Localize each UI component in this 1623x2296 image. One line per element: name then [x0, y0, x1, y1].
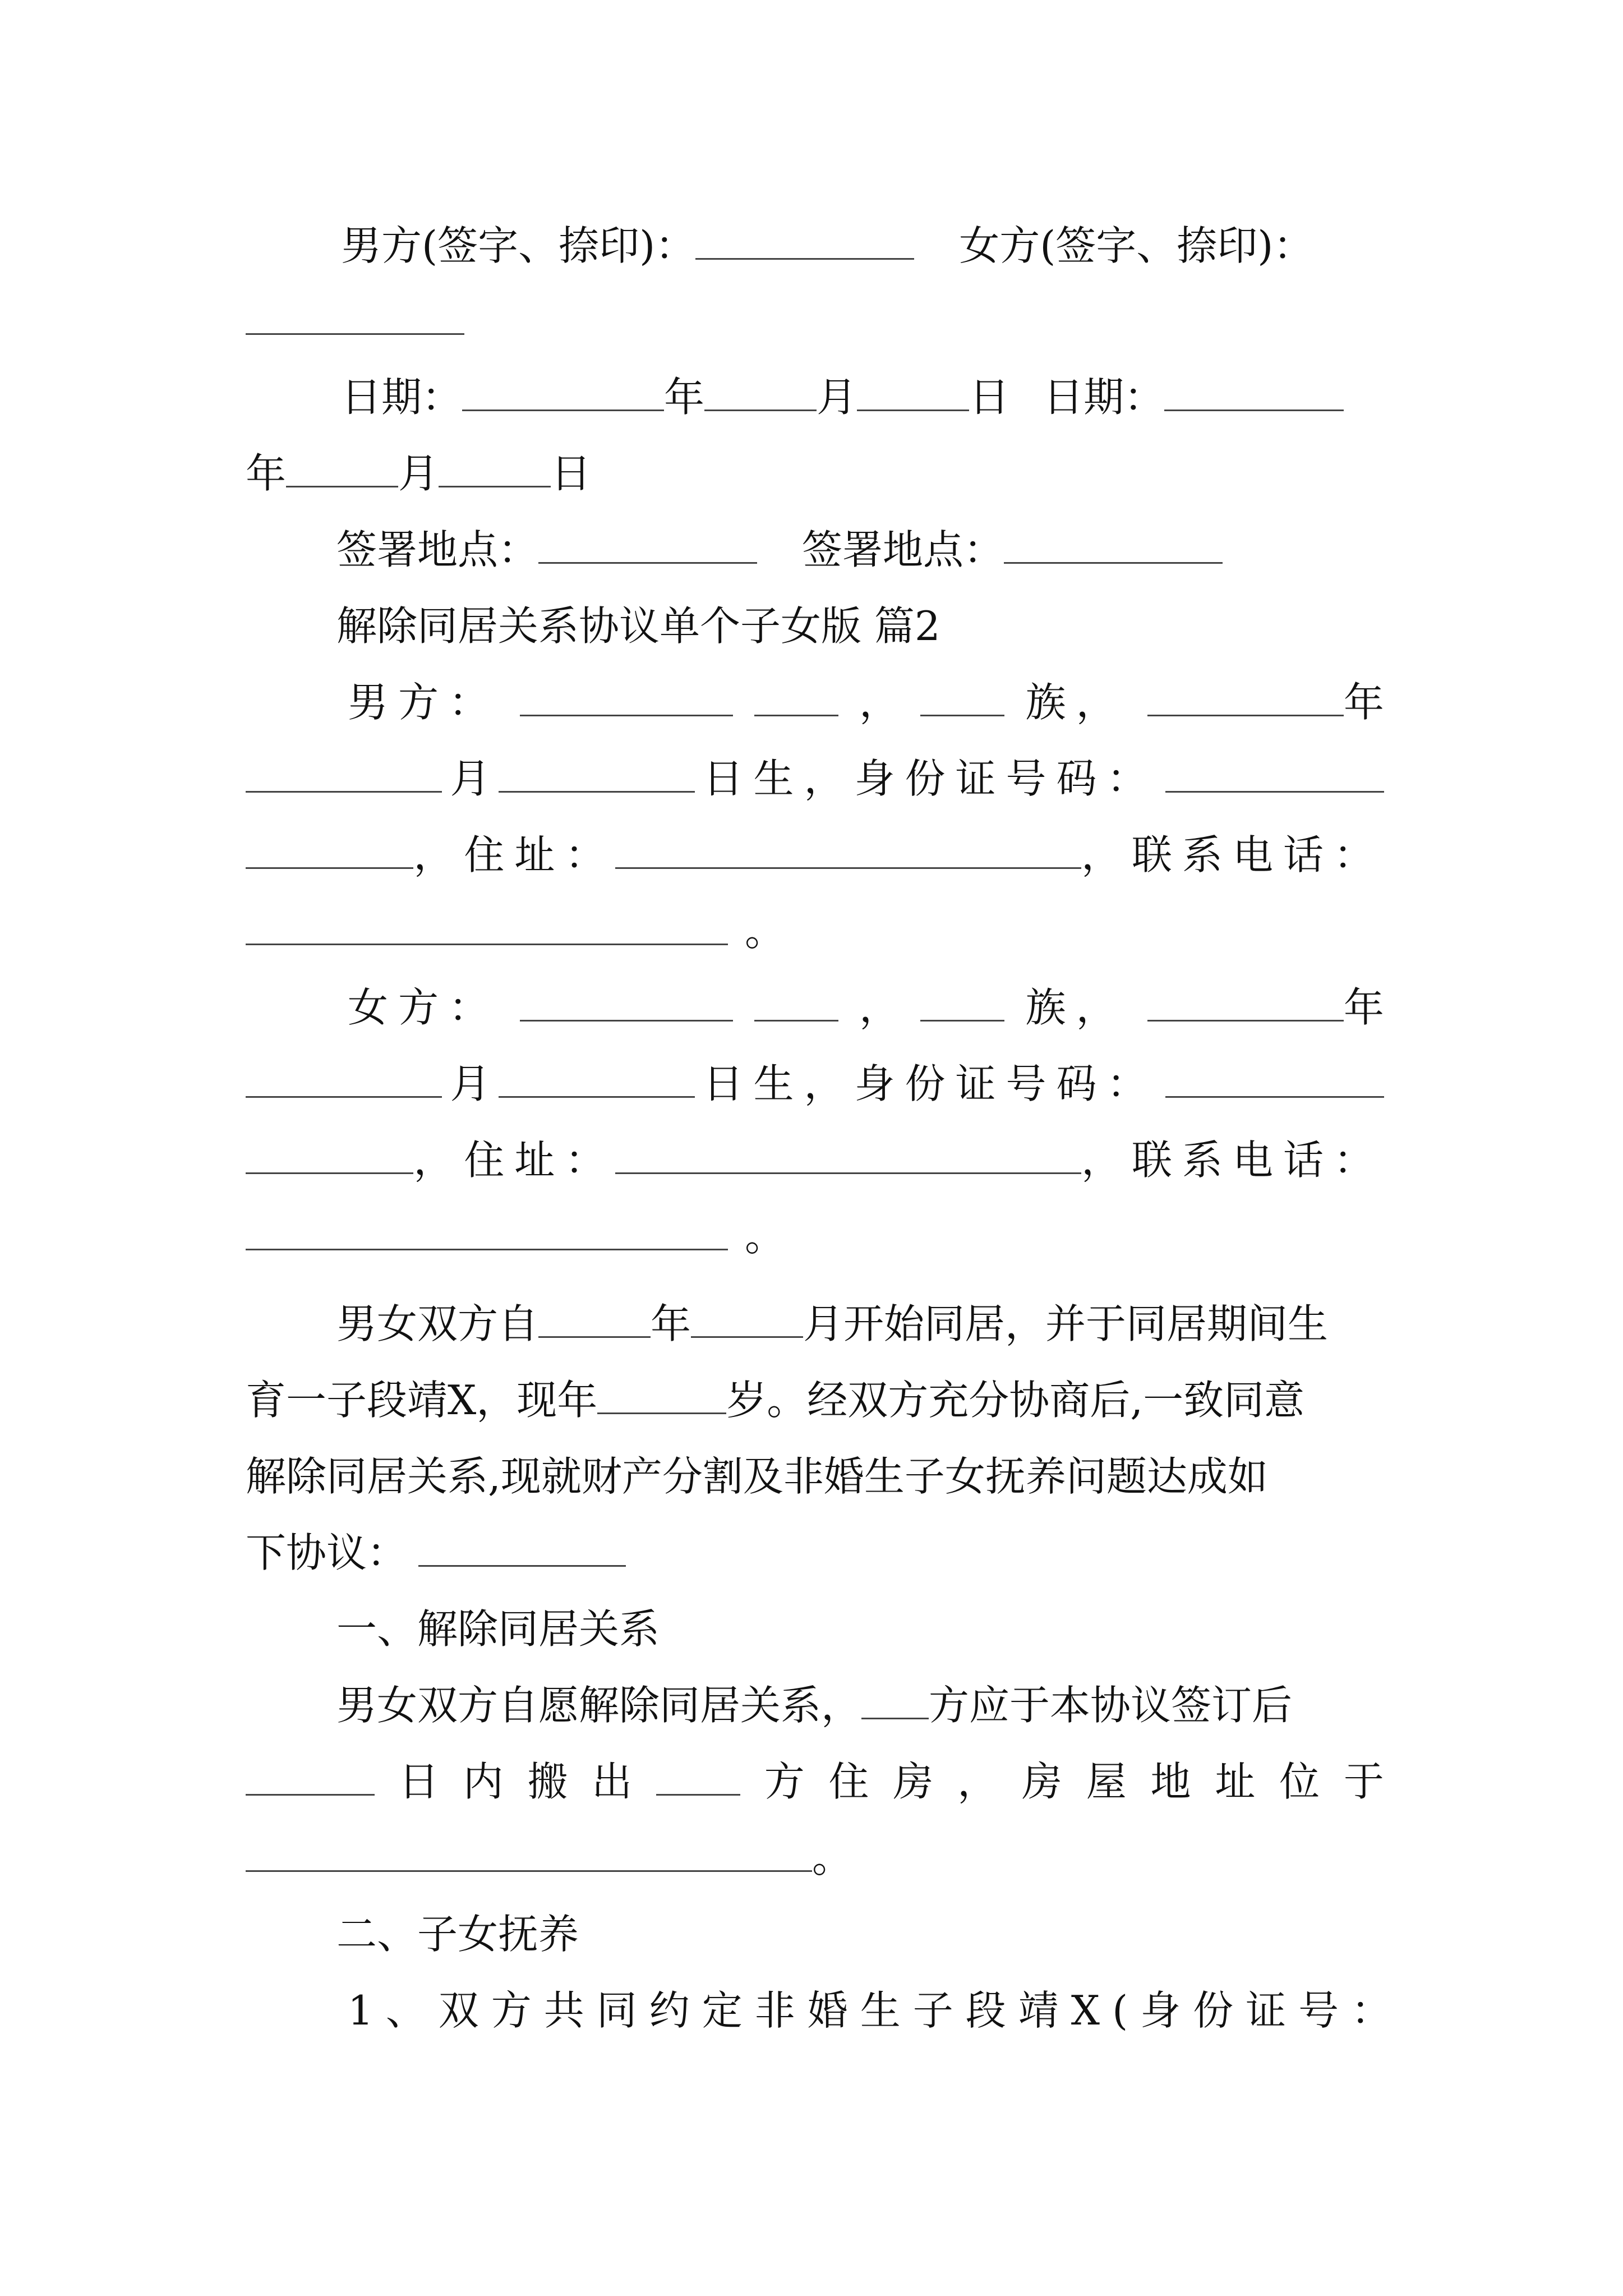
female-party-row-2	[246, 1056, 1384, 1112]
ethnic-label: 族，	[1025, 679, 1127, 726]
male-party-row-3	[246, 827, 1384, 883]
male-id-blank	[1165, 757, 1384, 793]
period: 。	[812, 1834, 853, 1881]
male-id-blank-cont	[246, 834, 413, 869]
month-label: 月	[450, 1060, 491, 1107]
clause1-line-2	[246, 1754, 1384, 1810]
ethnic-label: 族，	[1025, 984, 1127, 1031]
intro-month-blank	[691, 1303, 803, 1338]
intro-line-1	[336, 1296, 1475, 1352]
female-year-blank	[1147, 986, 1344, 1022]
female-day-blank	[499, 1062, 695, 1098]
female-sign-blank	[246, 300, 464, 335]
clause-char: 位	[1279, 1758, 1320, 1805]
year-blank	[462, 376, 664, 411]
period: 。	[745, 1213, 786, 1260]
year-label: 年	[664, 374, 705, 421]
year-label: 年	[1343, 679, 1384, 726]
intro-text: 育一子段靖X，现年	[246, 1377, 598, 1424]
clause-char: ，	[957, 1758, 998, 1805]
period: 。	[745, 908, 786, 955]
party-blank	[861, 1684, 929, 1719]
female-party-row-4	[246, 1208, 1384, 1264]
intro-line-2	[246, 1372, 1384, 1428]
female-date-label: 日期：	[1043, 374, 1165, 421]
clause-char: 方	[764, 1758, 805, 1805]
month-label: 月	[817, 374, 857, 421]
signature-row	[341, 218, 1395, 274]
comma: ，	[859, 984, 900, 1031]
date-row-cont	[246, 445, 1384, 501]
male-day-blank	[499, 757, 695, 793]
female-year-blank	[1164, 376, 1344, 411]
female-month-blank	[246, 1062, 442, 1098]
clause-char: 日	[398, 1758, 439, 1805]
intro-year-label: 年	[651, 1300, 691, 1347]
intro-year-blank	[538, 1303, 651, 1338]
male-place-label: 签署地点：	[336, 526, 539, 573]
clause-char: 搬	[527, 1758, 568, 1805]
intro-age-blank	[597, 1379, 726, 1414]
male-year-blank	[1147, 681, 1344, 716]
day-blank	[857, 376, 969, 411]
male-gender-blank	[754, 681, 838, 716]
male-party-row-1	[348, 674, 1384, 730]
clause2-heading: 二、子女抚养	[336, 1911, 579, 1958]
house-address-blank	[246, 1837, 812, 1872]
section-title: 解除同居关系协议单个子女版 篇2	[336, 602, 940, 650]
male-date-label: 日期：	[341, 374, 463, 421]
female-gender-blank	[754, 986, 838, 1022]
clause-char: 于	[1343, 1758, 1384, 1805]
comma: ，	[859, 679, 900, 726]
female-party-row-3	[246, 1132, 1384, 1188]
male-ethnic-blank	[920, 681, 1004, 716]
male-month-blank	[246, 757, 442, 793]
place-row	[336, 522, 1475, 578]
intro-text: 月开始同居，并于同居期间生	[803, 1300, 1329, 1347]
date-row	[341, 369, 1479, 425]
clause-char: 出	[592, 1758, 633, 1805]
phone-label: ，联系电话：	[1081, 1137, 1384, 1184]
female-party-row-1	[348, 979, 1384, 1036]
female-phone-blank	[246, 1215, 728, 1250]
born-label: 日生，身份证号码：	[703, 755, 1158, 802]
clause1-line-1	[336, 1677, 1475, 1733]
month-label: 月	[398, 450, 439, 497]
male-party-row-4	[246, 903, 1384, 959]
female-ethnic-blank	[920, 986, 1004, 1022]
intro-line-4	[246, 1525, 1384, 1581]
female-sign-blank-row	[246, 293, 1384, 349]
day-label: 日	[551, 450, 592, 497]
clause-char: 住	[828, 1758, 869, 1805]
clause-char: 屋	[1086, 1758, 1127, 1805]
male-place-blank	[538, 528, 757, 564]
intro-blank	[418, 1531, 626, 1567]
female-id-blank	[1165, 1062, 1384, 1098]
phone-label: ，联系电话：	[1081, 831, 1384, 878]
clause-char: 房	[1021, 1758, 1062, 1805]
month-blank	[704, 376, 817, 411]
clause-char: 内	[463, 1758, 504, 1805]
female-name-blank	[520, 986, 733, 1022]
party-blank	[656, 1760, 740, 1796]
clause-char: 地	[1150, 1758, 1191, 1805]
female-sign-label: 女方(签字、捺印)：	[959, 222, 1314, 269]
male-sign-blank	[695, 224, 914, 260]
day-label: 日	[969, 374, 1010, 421]
intro-line-3: 解除同居关系,现就财产分割及非婚生子女抚养问题达成如	[246, 1453, 1268, 1500]
male-address-blank	[615, 834, 1081, 869]
born-label: 日生，身份证号码：	[703, 1060, 1158, 1107]
female-place-label: 签署地点：	[802, 526, 1004, 573]
male-name-blank	[520, 681, 733, 716]
day-blank	[439, 452, 551, 487]
male-phone-blank	[246, 910, 728, 945]
month-label: 月	[450, 755, 491, 802]
clause-char: 址	[1215, 1758, 1256, 1805]
address-label: ，住址：	[413, 831, 616, 878]
female-place-blank	[1004, 528, 1223, 564]
address-label: ，住址：	[413, 1137, 616, 1184]
month-blank	[286, 452, 398, 487]
clause-text: 男女双方自愿解除同居关系，	[336, 1682, 862, 1729]
male-label: 男方：	[348, 679, 500, 726]
male-sign-label: 男方(签字、捺印)：	[341, 222, 696, 269]
female-id-blank-cont	[246, 1139, 413, 1174]
female-label: 女方：	[348, 984, 500, 1031]
male-party-row-2	[246, 751, 1384, 807]
clause1-heading: 一、解除同居关系	[336, 1605, 660, 1653]
intro-text: 岁。经双方充分协商后,一致同意	[726, 1377, 1305, 1424]
female-address-blank	[615, 1139, 1081, 1174]
clause-text: 方应于本协议签订后	[929, 1682, 1293, 1729]
intro-text: 下协议：	[246, 1529, 408, 1576]
clause-char: 房	[893, 1758, 934, 1805]
year-label: 年	[246, 450, 287, 497]
year-label: 年	[1343, 984, 1384, 1031]
intro-text: 男女双方自	[336, 1300, 539, 1347]
clause1-line-3	[246, 1830, 1384, 1886]
clause2-item-1: 1、双方共同约定非婚生子段靖X(身份证号：	[348, 1987, 1404, 2034]
days-blank	[246, 1760, 375, 1796]
